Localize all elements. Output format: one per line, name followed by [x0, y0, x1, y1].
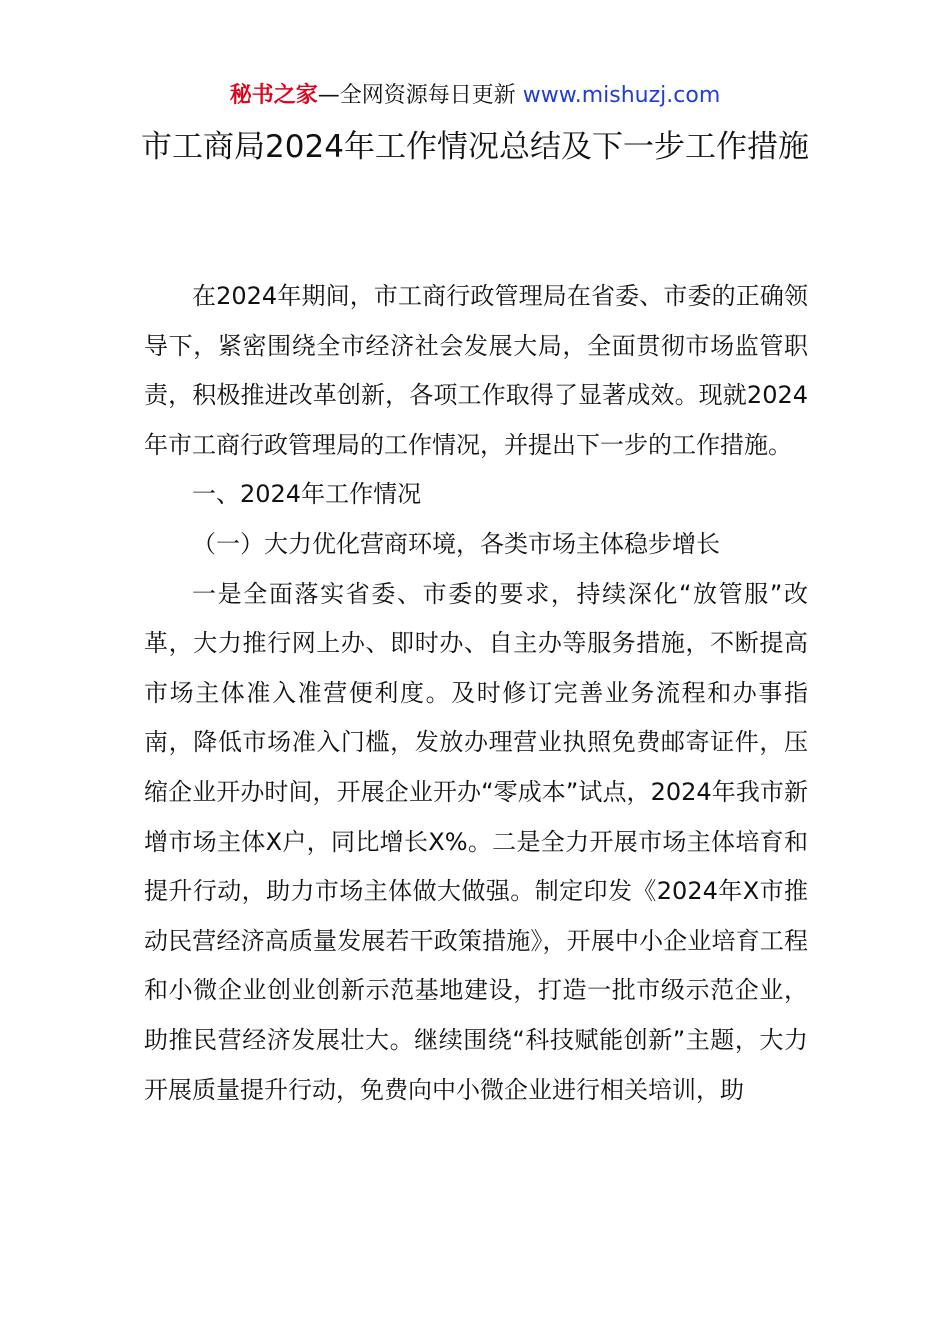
banner-tagline: —全网资源每日更新: [317, 83, 523, 108]
intro-paragraph: 在2024年期间，市工商行政管理局在省委、市委的正确领导下，紧密围绕全市经济社会发展大局，全面贯彻市场监管职责，积极推进改革创新，各项工作取得了显著成效。现就2024年市工商行政管理局的工作情况，并提出下一步的工作措施。: [144, 282, 808, 459]
body-paragraph: 一是全面落实省委、市委的要求，持续深化“放管服”改革，大力推行网上办、即时办、自主办等服务措施，不断提高市场主体准入准营便利度。及时修订完善业务流程和办事指南，降低市场准入门槛，发放办理营业执照免费邮寄证件，压缩企业开办时间，开展企业开办“零成本”试点，2024年我市新增市场主体X户，同比增长X%。二是全力开展市场主体培育和提升行动，助力市场主体做大做强。制定印发《2024年X市推动民营经济高质量发展若干政策措施》，开展中小企业培育工程和小微企业创业创新示范基地建设，打造一批市级示范企业，助推民营经济发展壮大。继续围绕“科技赋能创新”主题，大力开展质量提升行动，免费向中小微企业进行相关培训，助: [144, 579, 808, 1104]
subsection-heading: （一）大力优化营商环境，各类市场主体稳步增长: [192, 529, 720, 558]
brand-name: 秘书之家: [229, 83, 318, 108]
site-banner: [0, 80, 950, 112]
site-url-link[interactable]: www.mishuzj.com: [522, 83, 721, 108]
document-body: [144, 272, 808, 1115]
section-heading: 一、2024年工作情况: [192, 480, 422, 509]
document-title: 市工商局2024年工作情况总结及下一步工作措施: [141, 129, 809, 165]
